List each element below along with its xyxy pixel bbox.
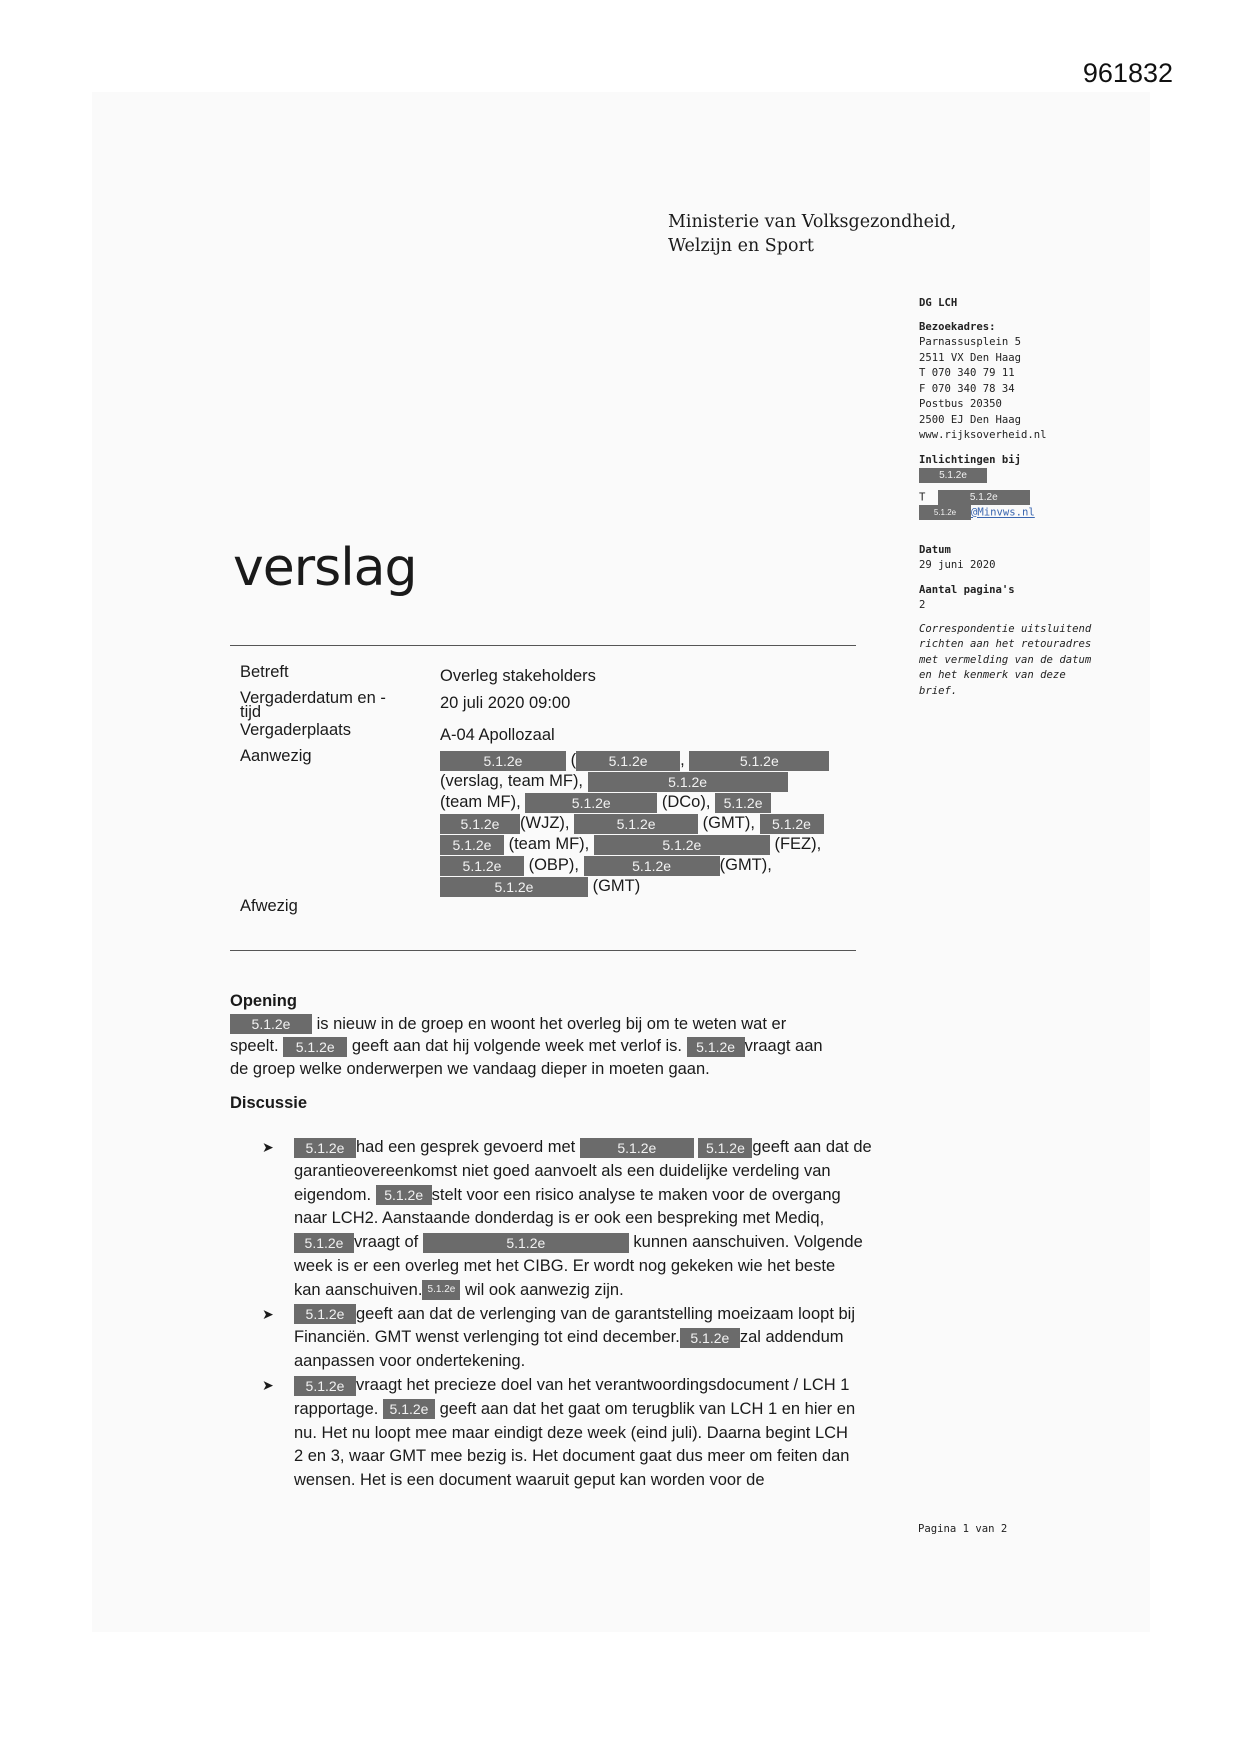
redaction: 5.1.2e bbox=[760, 814, 824, 834]
bullet-text: geeft aan dat de verlenging van de garantstelling moeizaam loopt bij bbox=[356, 1304, 855, 1323]
redaction: 5.1.2e bbox=[919, 505, 971, 520]
redaction: 5.1.2e bbox=[919, 468, 987, 483]
redaction: 5.1.2e bbox=[376, 1185, 432, 1205]
bullet-text: zal addendum bbox=[739, 1328, 844, 1347]
arrow-bullet-icon: ➤ bbox=[262, 1376, 274, 1393]
bullet-text: naar LCH2. Aanstaande donderdag is er ook een bespreking met Mediq, bbox=[294, 1209, 825, 1228]
attendee-text: (OBP), bbox=[528, 856, 580, 874]
redaction: 5.1.2e bbox=[689, 751, 829, 771]
redaction: 5.1.2e bbox=[294, 1304, 356, 1324]
redaction: 5.1.2e bbox=[715, 793, 771, 813]
attendees-list bbox=[440, 750, 860, 897]
opening-text: speelt. bbox=[230, 1037, 279, 1055]
correspondence-note: en het kenmerk van deze bbox=[919, 669, 1066, 681]
discussion-heading: Discussie bbox=[230, 1094, 308, 1112]
attendee-text: (DCo), bbox=[661, 793, 711, 811]
bullet-text: aanpassen voor ondertekening. bbox=[294, 1352, 526, 1371]
bullet-text: wensen. Het is een document waaruit geput kan worden voor de bbox=[294, 1471, 765, 1490]
redaction: 5.1.2e bbox=[698, 1138, 752, 1158]
address-line: 2511 VX Den Haag bbox=[919, 351, 1022, 364]
redaction: 5.1.2e bbox=[423, 1233, 629, 1253]
subject-label: Betreft bbox=[240, 663, 289, 681]
absent-label: Afwezig bbox=[240, 897, 298, 915]
present-label: Aanwezig bbox=[240, 747, 312, 765]
bullet-text: garantieovereenkomst niet goed aanvoelt als een duidelijke verdeling van bbox=[294, 1161, 831, 1180]
attendee-text: (FEZ), bbox=[774, 835, 822, 853]
bullet-text: vraagt het precieze doel van het verantwoordingsdocument / LCH 1 bbox=[356, 1375, 850, 1394]
redaction: 5.1.2e bbox=[584, 856, 720, 876]
date-value: 20 juli 2020 09:00 bbox=[440, 694, 571, 712]
redaction: 5.1.2e bbox=[680, 1328, 740, 1348]
list-item bbox=[262, 1303, 912, 1374]
department: DG LCH bbox=[919, 297, 958, 309]
opening-heading: Opening bbox=[230, 992, 297, 1010]
place-label: Vergaderplaats bbox=[240, 721, 351, 739]
attendee-text: (team MF), bbox=[440, 793, 521, 811]
attendee-text: ( bbox=[570, 751, 577, 769]
bullet-text: geeft aan dat het gaat om terugblik van LCH 1 en hier en bbox=[439, 1399, 856, 1418]
address-line: 2500 EJ Den Haag bbox=[919, 413, 1022, 426]
redaction: 5.1.2e bbox=[440, 814, 520, 834]
discussion-list bbox=[262, 1136, 912, 1493]
bullet-text: Financiën. GMT wenst verlenging tot eind december. bbox=[294, 1328, 680, 1347]
redaction: 5.1.2e bbox=[383, 1399, 435, 1419]
redaction: 5.1.2e bbox=[283, 1037, 347, 1057]
attendee-text: (verslag, team MF), bbox=[440, 772, 584, 790]
bullet-text: vraagt of bbox=[354, 1233, 419, 1252]
attendee-text: (WJZ), bbox=[520, 814, 570, 832]
date-label: Vergaderdatum en - bbox=[240, 689, 386, 707]
redaction: 5.1.2e bbox=[294, 1138, 356, 1158]
bullet-text: 2 en 3, waar GMT mee bezig is. Het document gaat dus meer om feiten dan bbox=[294, 1447, 850, 1466]
page-number: Pagina 1 van 2 bbox=[918, 1523, 1008, 1535]
address-line: T 070 340 79 11 bbox=[919, 367, 1015, 379]
list-item bbox=[262, 1136, 912, 1303]
attendee-text: , bbox=[680, 751, 685, 769]
attendee-text: (GMT), bbox=[702, 814, 755, 832]
redaction: 5.1.2e bbox=[294, 1233, 354, 1253]
bullet-text: kunnen aanschuiven. Volgende bbox=[633, 1233, 863, 1252]
redaction: 5.1.2e bbox=[574, 814, 698, 834]
correspondence-note: Correspondentie uitsluitend bbox=[919, 622, 1092, 635]
redaction: 5.1.2e bbox=[594, 835, 770, 855]
pages-label: Aantal pagina's bbox=[919, 583, 1015, 596]
redaction: 5.1.2e bbox=[422, 1280, 460, 1300]
redaction: 5.1.2e bbox=[580, 1138, 694, 1158]
address-line: Postbus 20350 bbox=[919, 398, 1002, 410]
place-value: A-04 Apollozaal bbox=[440, 726, 555, 744]
opening-text: geeft aan dat hij volgende week met verlof is. bbox=[351, 1037, 683, 1055]
ministry-line-2: Welzijn en Sport bbox=[668, 236, 814, 256]
bullet-text: geeft aan dat de bbox=[752, 1138, 872, 1156]
opening-text: vraagt aan bbox=[744, 1037, 823, 1055]
attendee-text: (team MF), bbox=[508, 835, 590, 853]
redaction: 5.1.2e bbox=[440, 856, 524, 876]
subject-value: Overleg stakeholders bbox=[440, 667, 596, 685]
bullet-text: week is er een overleg met het CIBG. Er wordt nog gekeken wie het beste bbox=[294, 1256, 836, 1275]
bullet-text: rapportage. bbox=[294, 1399, 379, 1418]
redaction: 5.1.2e bbox=[938, 490, 1030, 505]
bullet-text: nu. Het nu loopt mee maar eindigt deze week (eind juli). Daarna begint LCH bbox=[294, 1423, 848, 1442]
correspondence-note: brief. bbox=[919, 684, 958, 697]
attendee-text: (GMT), bbox=[719, 856, 772, 874]
opening-section bbox=[230, 990, 910, 1115]
redaction: 5.1.2e bbox=[230, 1014, 312, 1034]
document-title: verslag bbox=[233, 538, 417, 598]
address-line: Parnassusplein 5 bbox=[919, 336, 1022, 348]
document-number: 961832 bbox=[1082, 58, 1173, 88]
redaction: 5.1.2e bbox=[525, 793, 657, 813]
redaction: 5.1.2e bbox=[588, 772, 788, 792]
redaction: 5.1.2e bbox=[687, 1037, 745, 1057]
redaction: 5.1.2e bbox=[440, 877, 588, 897]
date-label-cont: tijd bbox=[240, 703, 262, 721]
redaction: 5.1.2e bbox=[440, 751, 566, 771]
bullet-text: wil ook aanwezig zijn. bbox=[465, 1280, 624, 1299]
redaction: 5.1.2e bbox=[440, 835, 504, 855]
address-line: www.rijksoverheid.nl bbox=[919, 429, 1047, 441]
arrow-bullet-icon: ➤ bbox=[262, 1305, 274, 1322]
redaction: 5.1.2e bbox=[294, 1376, 356, 1396]
email-link[interactable]: @Minvws.nl bbox=[971, 506, 1035, 519]
bullet-text: stelt voor een risico analyse te maken voor de overgang bbox=[431, 1185, 841, 1204]
ministry-logo-text bbox=[668, 210, 956, 258]
redaction: 5.1.2e bbox=[576, 751, 680, 771]
bullet-text: had een gesprek gevoerd met bbox=[356, 1138, 576, 1156]
arrow-bullet-icon: ➤ bbox=[262, 1139, 274, 1155]
ministry-line-1: Ministerie van Volksgezondheid, bbox=[668, 212, 957, 232]
opening-text: is nieuw in de groep en woont het overleg bij om te weten wat er bbox=[316, 1014, 787, 1033]
list-item bbox=[262, 1374, 912, 1493]
bullet-text: eigendom. bbox=[294, 1185, 372, 1204]
correspondence-note: met vermelding van de datum bbox=[919, 653, 1092, 666]
bullet-text: kan aanschuiven. bbox=[294, 1280, 423, 1299]
correspondence-note: richten aan het retouradres bbox=[919, 638, 1092, 650]
divider-bottom bbox=[230, 950, 856, 951]
visit-address-label: Bezoekadres: bbox=[919, 320, 996, 333]
divider-top bbox=[230, 645, 856, 646]
pages-value: 2 bbox=[919, 599, 926, 611]
address-line: F 070 340 78 34 bbox=[919, 382, 1015, 395]
sidebar bbox=[919, 296, 1119, 699]
info-label: Inlichtingen bij bbox=[919, 453, 1022, 466]
opening-text: de groep welke onderwerpen we vandaag dieper in moeten gaan. bbox=[230, 1059, 710, 1078]
date-value: 29 juni 2020 bbox=[919, 559, 996, 571]
phone-prefix: T bbox=[919, 491, 926, 503]
date-label: Datum bbox=[919, 543, 951, 556]
attendee-text: (GMT) bbox=[592, 877, 641, 895]
